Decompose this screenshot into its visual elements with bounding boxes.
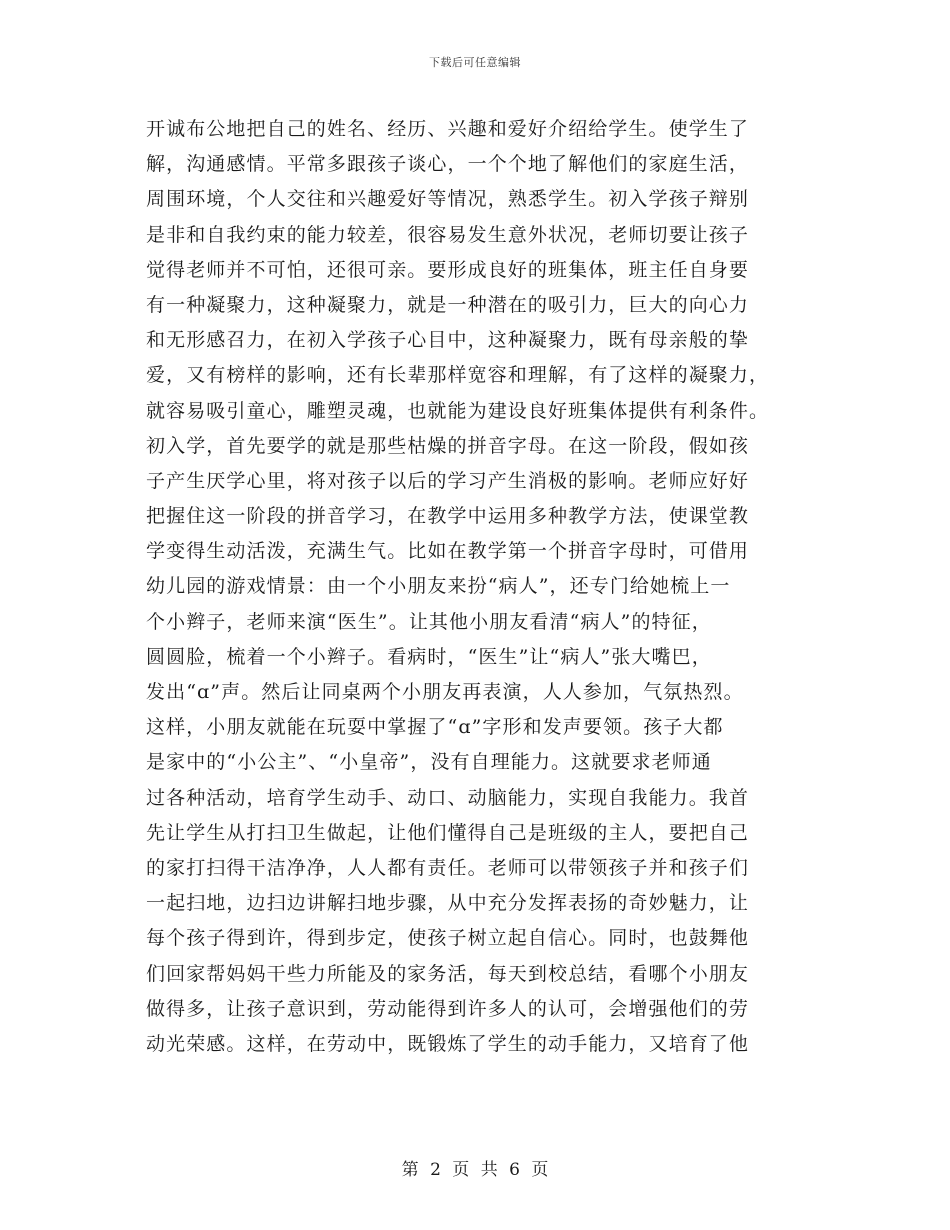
text-line: 做得多，让孩子意识到，劳动能得到许多人的认可，会增强他们的劳 bbox=[146, 997, 750, 1020]
text-line: 是家中的“小公主”、“小皇帝”，没有自理能力。这就要求老师通 bbox=[146, 751, 712, 774]
text-line: 过各种活动，培育学生动手、动口、动脑能力，实现自我能力。我首 bbox=[146, 786, 750, 809]
text-line: 一起扫地，边扫边讲解扫地步骤，从中充分发挥表扬的奇妙魅力，让 bbox=[146, 892, 750, 915]
text-line: 周围环境，个人交往和兴趣爱好等情况，熟悉学生。初入学孩子辩别 bbox=[146, 188, 750, 211]
text-line: 每个孩子得到许，得到步定，使孩子树立起自信心。同时，也鼓舞他 bbox=[146, 927, 750, 950]
body-text bbox=[146, 112, 806, 1062]
text-line: 圆圆脸，梳着一个小辫子。看病时，“医生”让“病人”张大嘴巴， bbox=[146, 645, 712, 668]
text-line: 幼儿园的游戏情景：由一个小朋友来扮“病人”，还专门给她梳上一 bbox=[146, 575, 731, 598]
page-number-footer: 第 2 页 共 6 页 bbox=[401, 1160, 549, 1180]
text-line: 有一种凝聚力，这种凝聚力，就是一种潜在的吸引力，巨大的向心力 bbox=[146, 293, 750, 316]
text-line: 子产生厌学心里，将对孩子以后的学习产生消极的影响。老师应好好 bbox=[146, 469, 750, 492]
text-line: 觉得老师并不可怕，还很可亲。要形成良好的班集体，班主任自身要 bbox=[146, 258, 750, 281]
text-line: 和无形感召力，在初入学孩子心目中，这种凝聚力，既有母亲般的挚 bbox=[146, 329, 750, 352]
text-line: 开诚布公地把自己的姓名、经历、兴趣和爱好介绍给学生。使学生了 bbox=[146, 118, 750, 140]
text-line: 个小辫子，老师来演“医生”。让其他小朋友看清“病人”的特征， bbox=[146, 610, 712, 633]
text-line: 就容易吸引童心，雕塑灵魂，也就能为建设良好班集体提供有利条件。 bbox=[146, 399, 770, 422]
text-line: 把握住这一阶段的拼音学习，在教学中运用多种教学方法，使课堂教 bbox=[146, 505, 750, 528]
text-line: 发出“ɑ”声。然后让同桌两个小朋友再表演，人人参加，气氛热烈。 bbox=[146, 681, 744, 703]
text-line: 爱，又有榜样的影响，还有长辈那样宽容和理解，有了这样的凝聚力， bbox=[146, 364, 770, 387]
text-line: 们回家帮妈妈干些力所能及的家务活，每天到校总结，看哪个小朋友 bbox=[146, 962, 750, 985]
text-line: 先让学生从打扫卫生做起，让他们懂得自己是班级的主人，要把自己 bbox=[146, 821, 750, 844]
text-line: 是非和自我约束的能力较差，很容易发生意外状况，老师切要让孩子 bbox=[146, 223, 750, 246]
text-line: 学变得生动活泼，充满生气。比如在教学第一个拼音字母时，可借用 bbox=[146, 540, 750, 563]
text-line: 解，沟通感情。平常多跟孩子谈心，一个个地了解他们的家庭生活， bbox=[146, 153, 750, 176]
page-header: 下载后可任意编辑 bbox=[429, 56, 521, 69]
text-line: 这样，小朋友就能在玩耍中掌握了“ɑ”字形和发声要领。孩子大都 bbox=[146, 716, 724, 739]
text-line: 的家打扫得干洁净净，人人都有责任。老师可以带领孩子并和孩子们 bbox=[146, 856, 750, 879]
text-line: 动光荣感。这样，在劳动中，既锻炼了学生的动手能力，又培育了他 bbox=[146, 1032, 750, 1055]
text-line: 初入学，首先要学的就是那些枯燥的拼音字母。在这一阶段，假如孩 bbox=[146, 434, 750, 457]
